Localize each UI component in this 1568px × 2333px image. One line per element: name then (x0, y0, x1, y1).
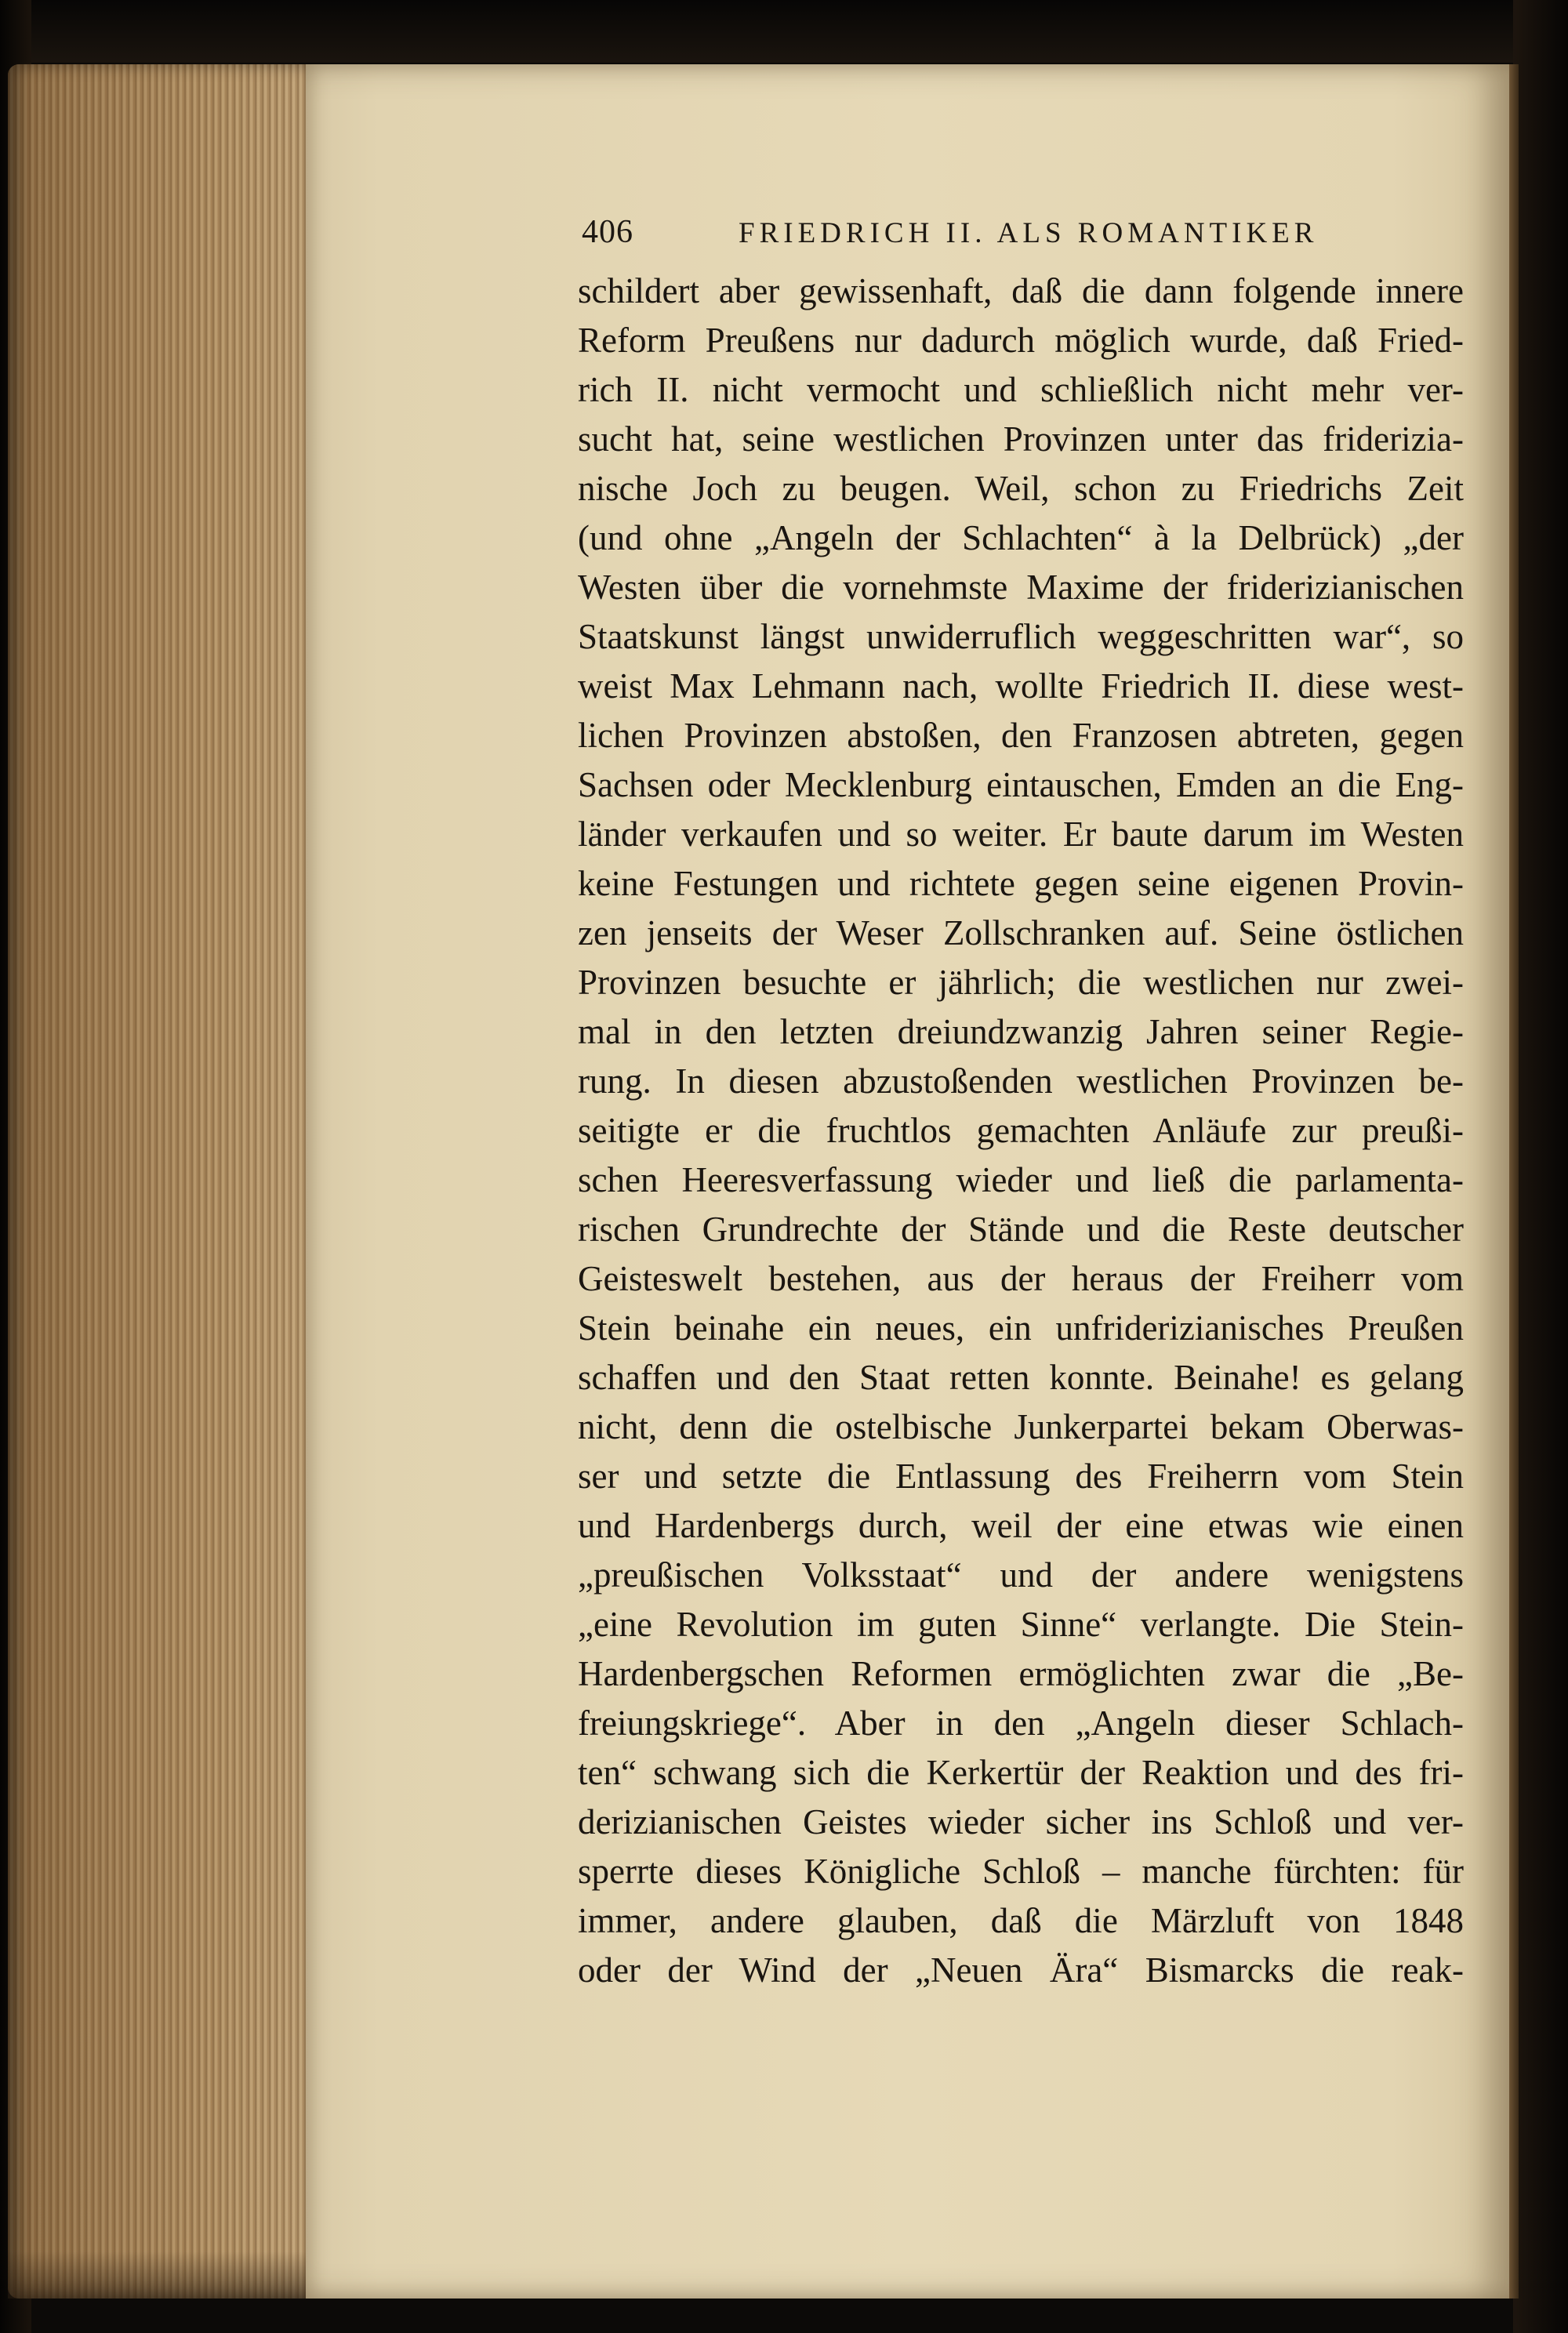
text-line: nicht, denn die ostelbische Junkerpartei bekam Oberwas- (578, 1407, 1464, 1446)
text-line: ten“ schwang sich die Kerkertür der Reaktion und des fri- (578, 1753, 1464, 1792)
text-line: sperrte dieses Königliche Schloß – manche fürchten: für (578, 1852, 1464, 1891)
text-line: mal in den letzten dreiundzwanzig Jahren seiner Regie- (578, 1012, 1465, 1051)
text-line: sucht hat, seine westlichen Provinzen unter das frideriziа- (578, 419, 1465, 459)
text-line: Geisteswelt bestehen, aus der heraus der Freiherr vom (578, 1259, 1464, 1298)
text-line: Staatskunst längst unwiderruflich weggeschritten war“, so (578, 617, 1464, 656)
text-line: nische Joch zu beugen. Weil, schon zu Friedrichs Zeit (578, 469, 1465, 508)
text-line: freiungskriege“. Aber in den „Angeln dieser Schlach- (578, 1703, 1465, 1743)
text-line: ser und setzte die Entlassung des Freiherrn vom Stein (578, 1457, 1464, 1496)
text-line: lichen Provinzen abstoßen, den Franzosen abtreten, gegen (578, 716, 1464, 755)
text-line: zen jenseits der Weser Zollschranken auf. Seine östlichen (578, 913, 1464, 952)
text-line: Reform Preußens nur dadurch möglich wurde, daß Fried- (578, 321, 1465, 360)
text-line: „preußischen Volksstaat“ und der andere wenigstens (578, 1555, 1464, 1595)
text-line: rung. In diesen abzustoßenden westlichen Provinzen be- (578, 1061, 1464, 1101)
text-line: Provinzen besuchte er jährlich; die westlichen nur zwei- (578, 963, 1465, 1002)
book-binding (1509, 64, 1519, 2299)
page-header (582, 213, 1366, 252)
body-text (578, 267, 1464, 1995)
backdrop-top (0, 0, 1568, 63)
text-line: oder der Wind der „Neuen Ära“ Bismarcks die reak- (578, 1950, 1464, 1990)
text-line: Westen über die vornehmste Maxime der friderizianischen (578, 568, 1464, 607)
text-line: immer, andere glauben, daß die Märzluft von 1848 (578, 1901, 1464, 1940)
text-line: weist Max Lehmann nach, wollte Friedrich II. diese west- (578, 666, 1465, 706)
text-line: „eine Revolution im guten Sinne“ verlangte. Die Stein- (578, 1605, 1464, 1644)
text-line: schen Heeresverfassung wieder und ließ die parlamenta- (578, 1160, 1464, 1199)
text-line: rich II. nicht vermocht und schließlich nicht mehr ver- (578, 370, 1464, 409)
text-line: seitigte er die fruchtlos gemachten Anläufe zur preußi- (578, 1111, 1465, 1150)
text-line: (und ohne „Angeln der Schlachten“ à la Delbrück) „der (578, 518, 1464, 557)
text-line: und Hardenbergs durch, weil der eine etwas wie einen (578, 1506, 1465, 1545)
backdrop-right (1513, 0, 1568, 2333)
text-line: länder verkaufen und so weiter. Er baute darum im Westen (578, 815, 1464, 854)
text-line: Sachsen oder Mecklenburg eintauschen, Emden an die Eng- (578, 765, 1464, 804)
text-line: keine Festungen und richtete gegen seine eigenen Provin- (578, 864, 1464, 903)
text-line: schildert aber gewissenhaft, daß die dann folgende innere (578, 271, 1465, 310)
running-title: FRIEDRICH II. ALS ROMANTIKER (739, 217, 1319, 249)
page-number: 406 (582, 214, 633, 250)
text-line: Stein beinahe ein neues, ein unfriderizianisches Preußen (578, 1308, 1464, 1348)
text-line: Hardenbergschen Reformen ermöglichten zwar die „Be- (578, 1654, 1464, 1693)
text-line: derizianischen Geistes wieder sicher ins Schloß und ver- (578, 1802, 1464, 1841)
book-page-edges (8, 64, 306, 2299)
text-line: rischen Grundrechte der Stände und die Reste deutscher (578, 1210, 1464, 1249)
text-line: schaffen und den Staat retten konnte. Beinahe! es gelang (578, 1358, 1464, 1397)
